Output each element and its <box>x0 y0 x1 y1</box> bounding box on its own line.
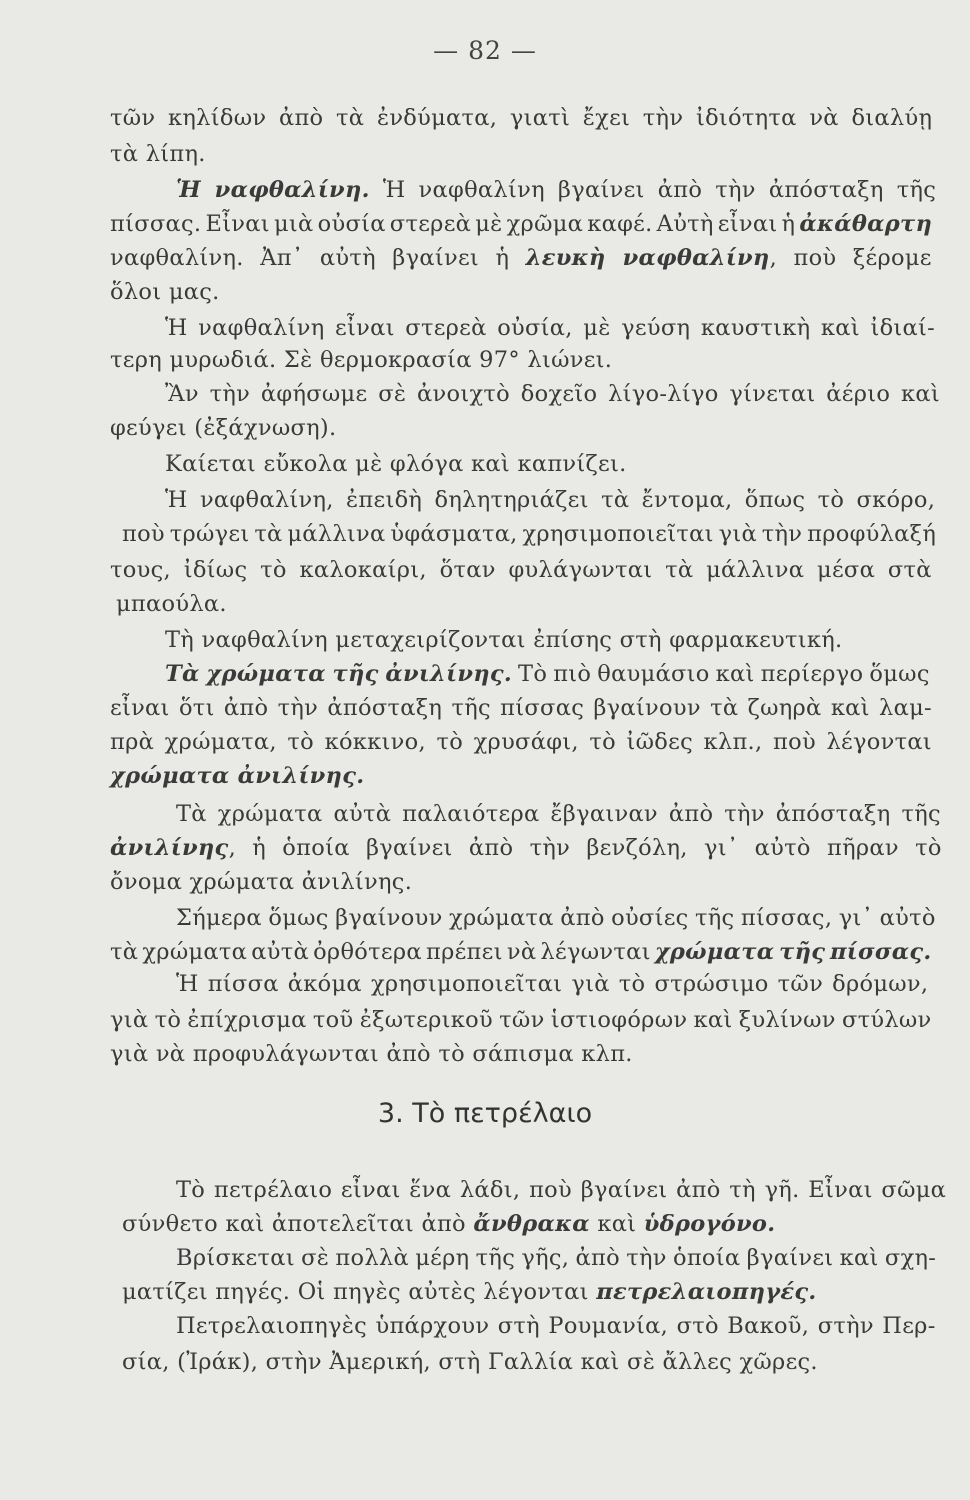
text-segment: σύνθετο καὶ ἀποτελεῖται ἀπὸ <box>122 1211 474 1237</box>
text-segment: ναφθαλίνη. Ἀπ᾽ αὐτὴ βγαίνει ἡ <box>110 245 526 271</box>
text-line <box>110 834 942 862</box>
text-line <box>165 486 935 514</box>
text-line <box>110 1040 633 1068</box>
text-segment: ὅλοι μας. <box>110 279 220 305</box>
emphasis-text: χρώματα τῆς πίσσας. <box>654 939 932 965</box>
text-line <box>110 556 932 584</box>
emphasis-text: λευκὴ ναφθαλίνη <box>525 245 770 271</box>
text-segment: Ἂν τὴν ἀφήσωμε σὲ ἀνοιχτὸ δοχεῖο λίγο-λίγο γίνεται ἀέριο καὶ <box>165 381 941 407</box>
text-line <box>122 1278 817 1306</box>
text-segment: σία, (Ἰράκ), στὴν Ἀμερική, στὴ Γαλλία καὶ σὲ ἄλλες χῶρες. <box>122 1349 818 1375</box>
text-segment: τερη μυρωδιά. Σὲ θερμοκρασία 97° λιώνει. <box>110 347 613 373</box>
text-line <box>165 450 627 478</box>
text-segment: πίσσας. Εἶναι μιὰ οὐσία στερεὰ μὲ χρῶμα καφέ. Αὐτὴ εἶναι ἡ <box>110 211 800 237</box>
text-segment: Ἡ ναφθαλίνη, ἐπειδὴ δηλητηριάζει τὰ ἔντομα, ὅπως τὸ σκόρο, <box>165 487 936 513</box>
section-heading: 3. Τὸ πετρέλαιο <box>377 1098 593 1129</box>
text-segment: Βρίσκεται σὲ πολλὰ μέρη τῆς γῆς, ἀπὸ τὴν ὁποία βγαίνει καὶ σχη- <box>176 1245 937 1271</box>
text-line <box>110 104 932 132</box>
text-segment: τὰ χρώματα αὐτὰ ὀρθότερα πρέπει νὰ λέγωνται <box>110 939 655 965</box>
text-line <box>110 346 612 374</box>
text-segment: , ποὺ ξέρομε <box>769 245 932 271</box>
text-line <box>165 380 940 408</box>
text-segment: πρὰ χρώματα, τὸ κόκκινο, τὸ χρυσάφι, τὸ ἰῶδες κλπ., ποὺ λέγονται <box>110 729 932 755</box>
emphasis-text: χρώματα ἀνιλίνης. <box>110 763 365 789</box>
text-segment: Ἡ πίσσα ἀκόμα χρησιμοποιεῖται γιὰ τὸ στρώσιμο τῶν δρόμων, <box>176 971 929 997</box>
text-line <box>110 1006 932 1034</box>
text-segment: τὰ λίπη. <box>110 141 206 167</box>
text-segment: γιὰ νὰ προφυλάγωνται ἀπὸ τὸ σάπισμα κλπ. <box>110 1041 633 1067</box>
text-line <box>176 176 936 204</box>
text-line <box>176 800 941 828</box>
text-line <box>110 868 412 896</box>
text-line <box>110 762 364 790</box>
text-segment: ματίζει πηγές. Οἱ πηγὲς αὐτὲς λέγονται <box>122 1279 597 1305</box>
text-line <box>110 728 932 756</box>
text-segment: τῶν κηλίδων ἀπὸ τὰ ἐνδύματα, γιατὶ ἔχει τὴν ἰδιότητα νὰ διαλύῃ <box>110 105 933 131</box>
text-segment: φεύγει (ἐξάχνωση). <box>110 415 337 441</box>
emphasis-text: ἀνιλίνης <box>110 835 229 861</box>
text-line <box>176 1312 936 1340</box>
emphasis-text: ἄνθρακα <box>473 1211 590 1237</box>
text-line <box>110 938 932 966</box>
text-line <box>110 244 932 272</box>
text-line <box>122 520 936 548</box>
text-segment: Τὸ πετρέλαιο εἶναι ἕνα λάδι, ποὺ βγαίνει ἀπὸ τὴ γῆ. Εἶναι σῶμα <box>176 1177 947 1203</box>
emphasis-text: πετρελαιοπηγές. <box>596 1279 817 1305</box>
text-line <box>122 1210 775 1238</box>
emphasis-text: Ἡ ναφθαλίνη. <box>176 177 370 203</box>
text-segment: Σήμερα ὅμως βγαίνουν χρώματα ἀπὸ οὐσίες τῆς πίσσας, γι᾽ αὐτὸ <box>176 905 936 931</box>
emphasis-text: ἀκάθαρτη <box>799 211 933 237</box>
text-line <box>110 694 932 722</box>
text-segment: καὶ <box>589 1211 644 1237</box>
emphasis-text: Τὰ χρώματα τῆς ἀνιλίνης. <box>165 661 513 687</box>
text-segment: Καίεται εὔκολα μὲ φλόγα καὶ καπνίζει. <box>165 451 627 477</box>
text-line <box>176 1244 936 1272</box>
text-segment: εἶναι ὅτι ἀπὸ τὴν ἀπόσταξη τῆς πίσσας βγαίνουν τὰ ζωηρὰ καὶ λαμ- <box>110 695 932 721</box>
text-line <box>165 626 843 654</box>
text-segment: Τὴ ναφθαλίνη μεταχειρίζονται ἐπίσης στὴ φαρμακευτική. <box>165 627 843 653</box>
text-line <box>110 414 336 442</box>
text-line <box>122 1348 818 1376</box>
text-segment: τους, ἰδίως τὸ καλοκαίρι, ὅταν φυλάγωνται τὰ μάλλινα μέσα στὰ <box>110 557 932 583</box>
text-line <box>110 278 220 306</box>
text-segment: μπαούλα. <box>116 591 227 617</box>
text-line <box>110 210 932 238</box>
text-segment: ποὺ τρώγει τὰ μάλλινα ὑφάσματα, χρησιμοποιεῖται γιὰ τὴν προφύλαξή <box>122 521 937 547</box>
text-segment: Τὰ χρώματα αὐτὰ παλαιότερα ἔβγαιναν ἀπὸ τὴν ἀπόσταξη τῆς <box>176 801 941 827</box>
text-segment: Πετρελαιοπηγὲς ὑπάρχουν στὴ Ρουμανία, στὸ Βακοῦ, στὴν Περ- <box>176 1313 936 1339</box>
text-line <box>110 140 206 168</box>
text-segment: Ἡ ναφθαλίνη εἶναι στερεὰ οὐσία, μὲ γεύση καυστικὴ καὶ ἰδιαί- <box>165 315 936 341</box>
text-segment: γιὰ τὸ ἐπίχρισμα τοῦ ἐξωτερικοῦ τῶν ἱστιοφόρων καὶ ξυλίνων στύλων <box>110 1007 932 1033</box>
text-segment: Ἡ ναφθαλίνη βγαίνει ἀπὸ τὴν ἀπόσταξη τῆς <box>369 177 937 203</box>
emphasis-text: ὑδρογόνο. <box>643 1211 776 1237</box>
text-line <box>176 904 936 932</box>
page-number: — 82 — <box>433 36 537 65</box>
text-segment: ὄνομα χρώματα ἀνιλίνης. <box>110 869 413 895</box>
text-line <box>165 660 930 688</box>
text-segment: , ἡ ὁποία βγαίνει ἀπὸ τὴν βενζόλη, γι᾽ αὐτὸ πῆραν τὸ <box>228 835 942 861</box>
text-line <box>165 314 935 342</box>
text-line <box>116 590 227 618</box>
text-segment: Τὸ πιὸ θαυμάσιο καὶ περίεργο ὅμως <box>512 661 930 687</box>
text-line <box>176 970 928 998</box>
text-line <box>176 1176 946 1204</box>
